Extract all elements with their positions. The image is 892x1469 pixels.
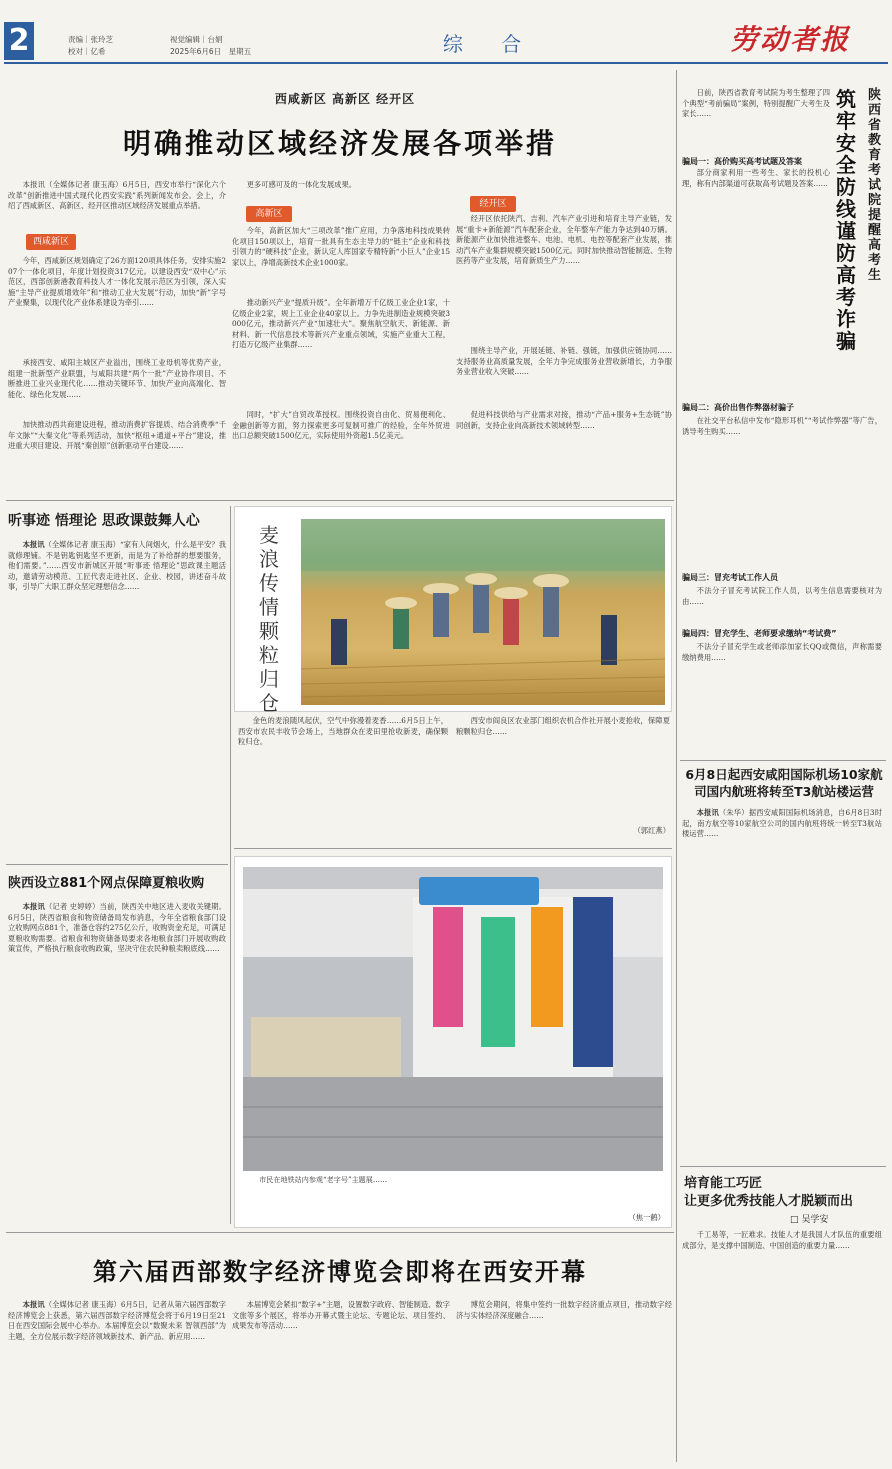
article6-body [8, 1300, 226, 1460]
photo1-frame [234, 506, 672, 715]
divider-a4 [680, 1166, 886, 1167]
article1-p3 [8, 420, 226, 496]
divider-a1 [6, 500, 674, 501]
article5-body-text: 千工易等，一匠难求。技能人才是我国人才队伍的重要组成部分，是支撑中国制造、中国创造的重要力量…… [682, 1230, 882, 1250]
wheat-harvest-photo [301, 519, 665, 705]
sidebar-s2-body [682, 416, 882, 566]
article1-p1 [8, 256, 226, 356]
article3-body [8, 902, 226, 1222]
article1-p1-text: 今年，西咸新区规划确定了26方面120项具体任务，安排实施207个一体化项目，年度计划投资317亿元。以建设西安“双中心”示范区，西部创新港教育科技人才一体化发展示范区为引领，深入实施“主导产业提质增效年”和“推动工业大发展”行动，加快“新”字号产业聚集，以现代化产业体系建设为牵引…… [8, 256, 226, 308]
sidebar-s4-body-text: 不法分子冒充学生或老师添加家长QQ或微信，声称需要缴纳费用…… [682, 642, 882, 662]
sidebar-s3-body-text: 不法分子冒充考试院工作人员，以考生信息需要核对为由…… [682, 586, 882, 606]
article3-headline: 陕西设立881个网点保障夏粮收购 [8, 876, 205, 891]
editor-credit: 责编｜张玲芝 [68, 35, 113, 44]
article1-p6 [232, 410, 450, 496]
article2-byline: 本报讯 [22, 540, 45, 549]
header-rule [4, 62, 888, 64]
visual-editor-credit: 视觉编辑｜台娟 [170, 35, 223, 44]
article5-author: □ 吴学安 [790, 1215, 829, 1225]
article1-p9 [456, 410, 672, 496]
sidebar-s4-body [682, 642, 882, 746]
photo2-author: （焦一鹤） [628, 1213, 665, 1222]
article1-p5 [232, 298, 450, 408]
sidebar-s2: 骗局二：高价出售作弊器材骗子 [682, 403, 794, 412]
article5-title: 培育能工巧匠 [684, 1176, 763, 1191]
sidebar-s1: 骗局一：高价购买高考试题及答案 [682, 157, 802, 166]
photo1-caption-text: 金色的麦浪随风起伏，空气中弥漫着麦香……6月5日上午，西安市农民丰收节会场上，当地群众在麦田里抢收新麦，确保颗粒归仓。 [238, 716, 448, 747]
article2-headline: 听事迹 悟理论 思政课鼓舞人心 [8, 513, 200, 529]
harvest-scene-illustration [301, 519, 665, 705]
photo1-title: 麦浪传情 颗粒归仓 [259, 523, 279, 715]
article6-headline: 第六届西部数字经济博览会即将在西安开幕 [93, 1258, 587, 1286]
photo1-farm-caption [456, 716, 670, 824]
article6-body3 [456, 1300, 672, 1460]
article5-body [682, 1230, 882, 1462]
sidebar-s2-body-text: 在社交平台私信中发布“隐形耳机”“考试作弊器”等广告，诱导考生购买…… [682, 416, 882, 436]
article6-body3-text: 博览会期间，将集中签约一批数字经济重点项目，推动数字经济与实体经济深度融合…… [456, 1300, 672, 1320]
article1-p8 [456, 346, 672, 408]
article6-byline: 本报讯 [22, 1300, 45, 1309]
tag-xixian: 西咸新区 [26, 234, 76, 250]
tag-gaoxin: 高新区 [246, 206, 292, 222]
article1-p7-text: 经开区依托陕汽、吉利、汽车产业引进和培育主导产业链，发展“重卡+新能源”汽车配套企业，全年整车产能力争达到40万辆。新能源产业加快推进整车、电池、电机、电控等配套产业发展，推动汽车产业集群规模突破1500亿元。同时加快推动智能制造、生物医药等产业发展，培育新质生产力…… [456, 214, 672, 266]
photo1-author: （郭红燕） [633, 826, 670, 835]
metro-exhibit-illustration [243, 867, 663, 1171]
article3-body-text: （记者 史婷婷）当前，陕西关中地区进入麦收关键期。6月5日，陕西省粮食和物资储备局发布消息，今年全省粮食部门设立收购网点881个，准备仓容约275亿公斤，收购资金充足，可满足夏粮收购需要。省粮食和物资储备局要求各地粮食部门开展收购政策宣传，严格执行粮食收购政策，坚决守住农民种粮卖粮底线…… [8, 902, 226, 954]
sidebar-vertical-title: 陕西省教育考试院提醒高考生 [868, 88, 882, 283]
article6-body-text: （全媒体记者 康玉海）6月5日，记者从第六届西部数字经济博览会上获悉，第六届西部数字经济博览会将于6月19日至21日在西安国际会展中心举办。本届博览会以“数聚未来 智领西部”为主题，全方位展示数字经济领域新技术、新产品、新应用…… [8, 1300, 226, 1341]
sidebar-s1-body [682, 168, 830, 396]
metro-exhibit-photo [243, 867, 663, 1171]
article4-body-text: （朱华）据西安咸阳国际机场消息，自6月8日3时起，南方航空等10家航空公司的国内航班将统一转至T3航站楼运营…… [682, 808, 882, 839]
photo2-frame [234, 856, 672, 1228]
article3-byline: 本报讯 [22, 902, 45, 911]
sidebar-s3-body [682, 586, 882, 622]
article6-body2 [232, 1300, 450, 1460]
article1-p4-text: 今年，高新区加大“三项改革”推广应用，力争落地科技成果转化项目150项以上，培育一批具有生态主导力的“链主”企业和科技引领力的“硬科技”企业，新认定人库国家专精特新“小巨人”企业15家以上，净增高新技术企业1000家。 [232, 226, 450, 267]
article1-col2-top: 更多可感可及的一体化发展成果。 [246, 180, 357, 189]
article1-p6-text: 同时，“扩大”自贸改革授权。围绕投资自由化、贸易便利化、金融创新等方面，努力探索更多可复制可推广的经验，全年外贸进出口总额突破1500亿元，实际使用外资超1.5亿美元。 [232, 410, 450, 441]
sidebar-s1-body-text: 部分商家利用一些考生、家长的投机心理，称有内部渠道可获取高考试题及答案…… [682, 168, 830, 188]
sidebar-s4: 骗局四：冒充学生、老师要求缴纳“考试费” [682, 629, 837, 638]
page-header [0, 0, 892, 70]
article1-p4 [232, 226, 450, 296]
article1-p3-text: 加快推动西共商建设进程，推动消费扩容提质、结合消费季“千年文脉”“大秦文化”等系列活动，加快“枢纽+通道+平台”建设，推进重大项目建设、开展“秦创原”创新驱动平台建设…… [8, 420, 226, 451]
article4-headline: 6月8日起西安咸阳国际机场10家航司国内航班将转至T3航站楼运营 [685, 767, 883, 799]
article4-byline: 本报讯 [696, 808, 719, 817]
article1-kicker: 西咸新区 高新区 经开区 [274, 92, 416, 106]
article1-p7 [456, 214, 672, 344]
page-number: 2 [4, 22, 34, 60]
sidebar-headline: 筑牢安全防线 谨防高考诈骗 [836, 87, 856, 353]
article1-p9-text: 促进科技供给与产业需求对接，推动“产品+服务+生态链”协同创新，支持企业向高新技术领域转型…… [456, 410, 672, 430]
col-divider-left [230, 506, 231, 1224]
sidebar-s3: 骗局三：冒充考试工作人员 [682, 573, 778, 582]
divider-sidebar [680, 760, 886, 761]
article1-p8-text: 围绕主导产业，开展延链、补链、强链，加强供应链协同……支持服务业高质量发展，全年力争完成服务业营收新增长，力争服务业营业收入突破…… [456, 346, 672, 377]
col-divider-right [676, 70, 677, 1462]
tag-jingkai: 经开区 [470, 196, 516, 212]
article2-body [8, 540, 226, 858]
divider-photo1 [234, 848, 672, 849]
sidebar-intro [682, 88, 830, 150]
article1-headline: 明确推动区域经济发展各项举措 [122, 127, 557, 160]
divider-a6 [6, 1232, 674, 1233]
divider-a2 [6, 864, 228, 865]
sidebar-intro-text: 日前，陕西省教育考试院为考生整理了四个典型“考前骗局”案例，特别提醒广大考生及家长…… [682, 88, 830, 119]
article6-body2-text: 本届博览会紧扣“数字+”主题，设置数字政府、智能制造、数字文旅等多个展区，将举办开幕式暨主论坛、专题论坛、项目签约、成果发布等活动…… [232, 1300, 450, 1331]
photo2-caption [245, 1175, 545, 1223]
article2-body-text: （全媒体记者 康玉海）“家有人间烟火，什么是平安？我就修理铺。不是钥匙钥匙坚不更新，而是为了补给群的想要服务，他们需要。”……西安市新城区开展“听事迹 悟理论”思政课主题活动，邀请劳动模范、工匠代表走进社区、企业、校园，讲述奋斗故事，引导广大职工群众坚定理想信念…… [8, 540, 226, 592]
article1-intro-text: 本报讯（全媒体记者 康玉海）6月5日，西安市举行“深化六个改革”创新推进中国式现代化西安实践”系列新闻发布会。会上，介绍了西咸新区、高新区、经开区推动区域经济发展重点举措。 [8, 180, 226, 211]
article4-body [682, 808, 882, 1162]
issue-date: 2025年6月6日 星期五 [170, 47, 252, 56]
photo2-caption-text: 市民在地铁站内参观“老字号”主题展…… [259, 1175, 388, 1184]
newspaper-logo: 劳动者报 [730, 23, 851, 56]
proof-credit: 校对｜亿希 [68, 47, 106, 56]
photo1-farm-caption-text: 西安市阎良区农业部门组织农机合作社开展小麦抢收，保障夏粮颗粒归仓…… [456, 716, 670, 736]
article1-p2 [8, 358, 226, 418]
article1-p5-text: 推动新兴产业“提质升级”。全年新增万千亿级工业企业1家，十亿级企业2家，规上工业企业40家以上。力争先进制造业规模突破3000亿元，推动新兴产业“加速壮大”。聚焦航空航天、新能源、新材料、新一代信息技术等新兴产业重点领域，实施产业重大工程，打造万亿级产业集群…… [232, 298, 450, 350]
section-title: 综 合 [442, 32, 538, 56]
photo1-caption [238, 716, 448, 836]
article1-p2-text: 承接西安、咸阳主城区产业溢出，围绕工业母机等优势产业，组建一批新型产业联盟，与咸阳共建“两个一批”产业协作项目、不断推进工业兴业现代化……推动关键环节、加快产业向高端化、智能化、绿色化发展…… [8, 358, 226, 399]
article1-intro [8, 180, 226, 232]
article5-subtitle: 让更多优秀技能人才脱颖而出 [684, 1194, 854, 1209]
